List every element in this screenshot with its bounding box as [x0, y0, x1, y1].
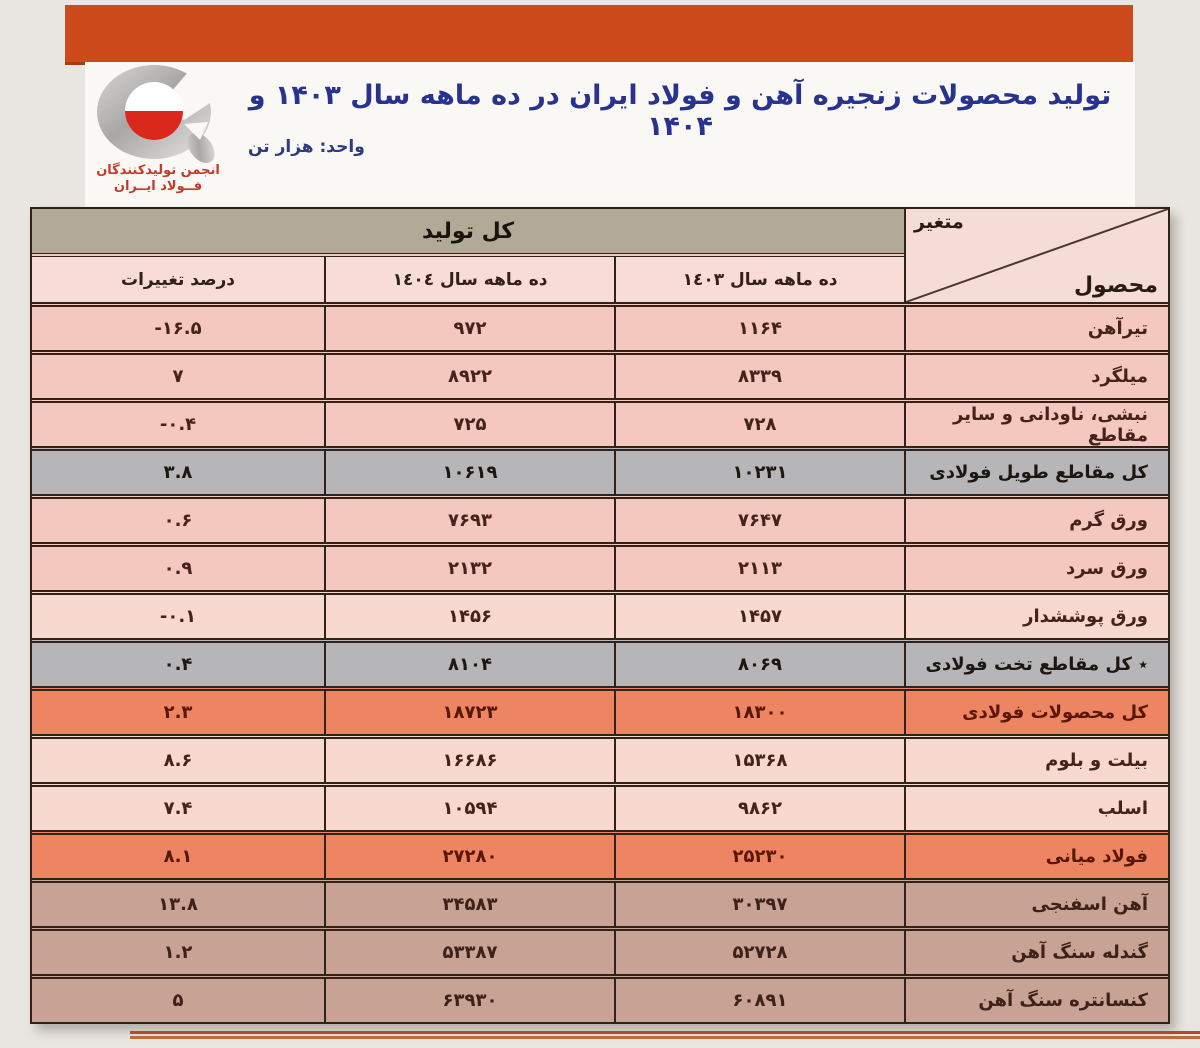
value-1404-cell: ۱۸۷۲۳ [324, 691, 614, 734]
product-cell: آهن اسفنجی [904, 883, 1168, 926]
product-cell: ٭ کل مقاطع تخت فولادی [904, 643, 1168, 686]
change-pct-cell: ۰.۴ [163, 654, 193, 675]
value-1404-cell: ۳۴۵۸۳ [324, 883, 614, 926]
value-1403-cell: ۱۸۳۰۰ [614, 691, 904, 734]
table-row [32, 734, 1168, 782]
col-header-1404: ده ماهه سال ١٤٠٤ [324, 257, 614, 302]
product-cell: گندله سنگ آهن [904, 931, 1168, 974]
change-pct-cell: ۱.۲ [163, 942, 193, 963]
value-1404-cell: ۹۷۲ [324, 307, 614, 350]
value-1403-cell: ۸۰۶۹ [614, 643, 904, 686]
corner-variable-label: متغیر [914, 211, 964, 233]
value-1404-cell: ۸۱۰۴ [324, 643, 614, 686]
change-pct-cell: ۷.۴ [163, 798, 193, 819]
product-cell: ورق سرد [904, 547, 1168, 590]
col-header-1403: ده ماهه سال ١٤٠٣ [614, 257, 904, 302]
value-1404-cell: ۸۹۲۲ [324, 355, 614, 398]
table-body [32, 302, 1168, 1022]
product-cell: ورق پوششدار [904, 595, 1168, 638]
value-1403-cell: ۹۸۶۲ [614, 787, 904, 830]
value-1404-cell: ۲۷۲۸۰ [324, 835, 614, 878]
table-row [32, 926, 1168, 974]
value-1403-cell: ۷۶۴۷ [614, 499, 904, 542]
product-cell: میلگرد [904, 355, 1168, 398]
change-pct-cell: ۵ [172, 990, 184, 1011]
value-1403-cell: ۵۲۷۲۸ [614, 931, 904, 974]
logo-org-name [76, 163, 240, 196]
value-1404-cell: ۱۶۶۸۶ [324, 739, 614, 782]
change-pct-cell: -۰.۴ [159, 414, 197, 435]
change-pct-cell: ۰.۶ [163, 510, 193, 531]
value-1403-cell: ۱۱۶۴ [614, 307, 904, 350]
production-table [30, 207, 1170, 1024]
product-cell: اسلب [904, 787, 1168, 830]
steel-association-swirl-logo-icon [88, 64, 230, 164]
value-1404-cell: ۵۳۳۸۷ [324, 931, 614, 974]
product-cell: تیرآهن [904, 307, 1168, 350]
bottom-divider [130, 1031, 1200, 1039]
table-row [32, 302, 1168, 350]
top-accent-bar [65, 5, 1133, 65]
value-1403-cell: ۳۰۳۹۷ [614, 883, 904, 926]
table-row [32, 542, 1168, 590]
value-1404-cell: ۱۴۵۶ [324, 595, 614, 638]
table-header [32, 209, 1168, 302]
change-pct-cell: ۱۳.۸ [158, 894, 198, 915]
value-1403-cell: ۱۴۵۷ [614, 595, 904, 638]
change-pct-cell: ۲.۳ [163, 702, 193, 723]
value-1403-cell: ۲۵۲۳۰ [614, 835, 904, 878]
change-pct-cell: ۷ [172, 366, 184, 387]
header-columns [32, 209, 904, 302]
product-cell: کل مقاطع طویل فولادی [904, 451, 1168, 494]
product-cell: بیلت و بلوم [904, 739, 1168, 782]
value-1403-cell: ۸۳۳۹ [614, 355, 904, 398]
product-cell: کنسانتره سنگ آهن [904, 979, 1168, 1022]
logo-org-line1: انجمن تولیدکنندگان [96, 163, 220, 178]
change-pct-cell: ۳.۸ [163, 462, 193, 483]
corner-product-label: محصول [1073, 273, 1158, 298]
value-1404-cell: ۷۲۵ [324, 403, 614, 446]
change-pct-cell: ۸.۱ [163, 846, 193, 867]
column-headers-row [32, 253, 904, 302]
change-pct-cell: ۰.۹ [163, 558, 193, 579]
table-row [32, 638, 1168, 686]
value-1404-cell: ۶۳۹۳۰ [324, 979, 614, 1022]
change-pct-cell: ۸.۶ [163, 750, 193, 771]
product-cell: کل محصولات فولادی [904, 691, 1168, 734]
value-1404-cell: ۲۱۳۲ [324, 547, 614, 590]
logo-org-line2: فــولاد ایــران [113, 179, 203, 195]
value-1403-cell: ۷۲۸ [614, 403, 904, 446]
value-1403-cell: ۱۰۲۳۱ [614, 451, 904, 494]
table-row [32, 878, 1168, 926]
change-pct-cell: -۱۶.۵ [154, 318, 202, 339]
value-1404-cell: ۱۰۵۹۴ [324, 787, 614, 830]
product-cell: فولاد میانی [904, 835, 1168, 878]
table-row [32, 446, 1168, 494]
table-row [32, 398, 1168, 446]
product-cell: نبشی، ناودانی و سایر مقاطع [904, 403, 1168, 446]
value-1403-cell: ۲۱۱۳ [614, 547, 904, 590]
value-1403-cell: ۶۰۸۹۱ [614, 979, 904, 1022]
col-header-change-pct: درصد تغییرات [32, 257, 324, 302]
unit-label: واحد: هزار تن [248, 137, 365, 157]
table-row [32, 830, 1168, 878]
product-cell: ورق گرم [904, 499, 1168, 542]
page-title: تولید محصولات زنجیره آهن و فولاد ایران در ده ماهه سال ۱۴۰۳ و ۱۴۰۴ [248, 80, 1112, 142]
table-row [32, 686, 1168, 734]
table-row [32, 782, 1168, 830]
value-1404-cell: ۱۰۶۱۹ [324, 451, 614, 494]
value-1403-cell: ۱۵۳۶۸ [614, 739, 904, 782]
table-row [32, 494, 1168, 542]
table-row [32, 974, 1168, 1022]
corner-cell [904, 209, 1168, 302]
value-1404-cell: ۷۶۹۳ [324, 499, 614, 542]
table-row [32, 350, 1168, 398]
group-header-total-production: کل تولید [32, 209, 904, 253]
change-pct-cell: -۰.۱ [159, 606, 197, 627]
table-row [32, 590, 1168, 638]
